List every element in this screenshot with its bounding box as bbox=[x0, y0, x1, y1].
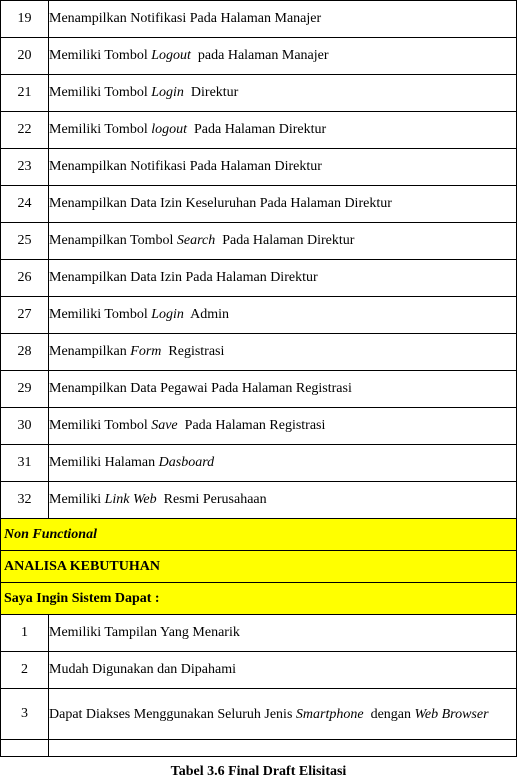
text-segment: Memiliki Tombol bbox=[49, 418, 152, 433]
text-segment: Memiliki Tombol bbox=[49, 307, 152, 322]
text-segment: Memiliki Tombol bbox=[49, 85, 152, 100]
table-row bbox=[1, 371, 517, 408]
italic-term: Search bbox=[176, 233, 216, 248]
text-segment: Registrasi bbox=[161, 344, 225, 359]
text-segment: Pada Halaman Direktur bbox=[215, 233, 355, 248]
table-row bbox=[1, 38, 517, 75]
text-segment: dengan bbox=[363, 706, 415, 722]
table-row bbox=[1, 615, 517, 652]
row-number: 27 bbox=[1, 297, 49, 334]
table-row bbox=[1, 408, 517, 445]
table-row bbox=[1, 75, 517, 112]
italic-term: Form bbox=[130, 344, 162, 359]
row-description bbox=[49, 482, 517, 519]
row-number: 25 bbox=[1, 223, 49, 260]
text-segment: Menampilkan Notifikasi Pada Halaman Direktur bbox=[49, 159, 322, 174]
italic-term: Dasboard bbox=[158, 455, 215, 470]
text-segment: Dapat Diakses Menggunakan Seluruh Jenis bbox=[49, 706, 296, 722]
row-description bbox=[49, 38, 517, 75]
table-row bbox=[1, 334, 517, 371]
row-number: 22 bbox=[1, 112, 49, 149]
nonfunctional-rows bbox=[1, 615, 517, 740]
row-number: 28 bbox=[1, 334, 49, 371]
spacer-cell-text bbox=[49, 740, 517, 757]
text-segment: Memiliki Tombol bbox=[49, 48, 152, 63]
row-number: 2 bbox=[1, 652, 49, 689]
italic-term: Login bbox=[151, 307, 184, 322]
row-number: 29 bbox=[1, 371, 49, 408]
italic-term: Link Web bbox=[104, 492, 157, 507]
table-row bbox=[1, 689, 517, 740]
spacer-cell-num bbox=[1, 740, 49, 757]
row-description bbox=[49, 112, 517, 149]
text-segment: Menampilkan Data Pegawai Pada Halaman Registrasi bbox=[49, 381, 352, 396]
text-segment: Memiliki Halaman bbox=[49, 455, 159, 470]
table-row bbox=[1, 297, 517, 334]
row-number: 31 bbox=[1, 445, 49, 482]
table-row bbox=[1, 1, 517, 38]
text-segment: Menampilkan Data Izin Pada Halaman Direktur bbox=[49, 270, 318, 285]
text-segment: Pada Halaman Registrasi bbox=[177, 418, 326, 433]
saya-heading: Saya Ingin Sistem Dapat : bbox=[1, 583, 517, 615]
text-segment: Pada Halaman Direktur bbox=[187, 122, 327, 137]
text-segment: Menampilkan bbox=[49, 344, 131, 359]
row-description bbox=[49, 223, 517, 260]
text-segment: Admin bbox=[183, 307, 230, 322]
text-segment: pada Halaman Manajer bbox=[190, 48, 329, 63]
table-row bbox=[1, 186, 517, 223]
row-number: 3 bbox=[1, 689, 49, 740]
row-number: 19 bbox=[1, 1, 49, 38]
table-row bbox=[1, 445, 517, 482]
analisa-heading: ANALISA KEBUTUHAN bbox=[1, 551, 517, 583]
row-number: 21 bbox=[1, 75, 49, 112]
row-description bbox=[49, 689, 517, 740]
row-description bbox=[49, 260, 517, 297]
row-description bbox=[49, 334, 517, 371]
row-number: 30 bbox=[1, 408, 49, 445]
italic-term: logout bbox=[151, 122, 187, 137]
row-description bbox=[49, 1, 517, 38]
italic-term: Smartphone bbox=[295, 706, 364, 722]
table-caption: Tabel 3.6 Final Draft Elisitasi bbox=[170, 764, 347, 779]
non-functional-heading: Non Functional bbox=[1, 519, 517, 551]
table-row bbox=[1, 260, 517, 297]
text-segment: Menampilkan Data Izin Keseluruhan Pada Halaman Direktur bbox=[49, 196, 392, 211]
row-description bbox=[49, 408, 517, 445]
italic-term: Save bbox=[151, 418, 178, 433]
row-number: 26 bbox=[1, 260, 49, 297]
text-segment: Menampilkan Tombol bbox=[49, 233, 177, 248]
table-row bbox=[1, 112, 517, 149]
table-row bbox=[1, 223, 517, 260]
text-segment: Menampilkan Notifikasi Pada Halaman Manajer bbox=[49, 11, 322, 26]
text-segment: Memiliki bbox=[49, 492, 105, 507]
italic-term: Logout bbox=[151, 48, 191, 63]
table-row bbox=[1, 149, 517, 186]
row-number: 24 bbox=[1, 186, 49, 223]
text-segment: Direktur bbox=[183, 85, 239, 100]
spacer bbox=[1, 740, 517, 757]
row-description bbox=[49, 186, 517, 223]
italic-term: Web Browser bbox=[414, 706, 489, 722]
row-number: 1 bbox=[1, 615, 49, 652]
row-number: 32 bbox=[1, 482, 49, 519]
row-description bbox=[49, 445, 517, 482]
row-number: 20 bbox=[1, 38, 49, 75]
text-segment: Mudah Digunakan dan Dipahami bbox=[49, 662, 237, 677]
row-description bbox=[49, 615, 517, 652]
section-rows bbox=[1, 519, 517, 615]
row-number: 23 bbox=[1, 149, 49, 186]
italic-term: Login bbox=[151, 85, 184, 100]
text-segment: Resmi Perusahaan bbox=[156, 492, 267, 507]
functional-rows bbox=[1, 1, 517, 519]
text-segment: Memiliki Tombol bbox=[49, 122, 152, 137]
table-row bbox=[1, 482, 517, 519]
row-description bbox=[49, 75, 517, 112]
table-row bbox=[1, 652, 517, 689]
text-segment: Memiliki Tampilan Yang Menarik bbox=[49, 625, 240, 640]
row-description bbox=[49, 149, 517, 186]
row-description bbox=[49, 371, 517, 408]
row-description bbox=[49, 652, 517, 689]
row-description bbox=[49, 297, 517, 334]
